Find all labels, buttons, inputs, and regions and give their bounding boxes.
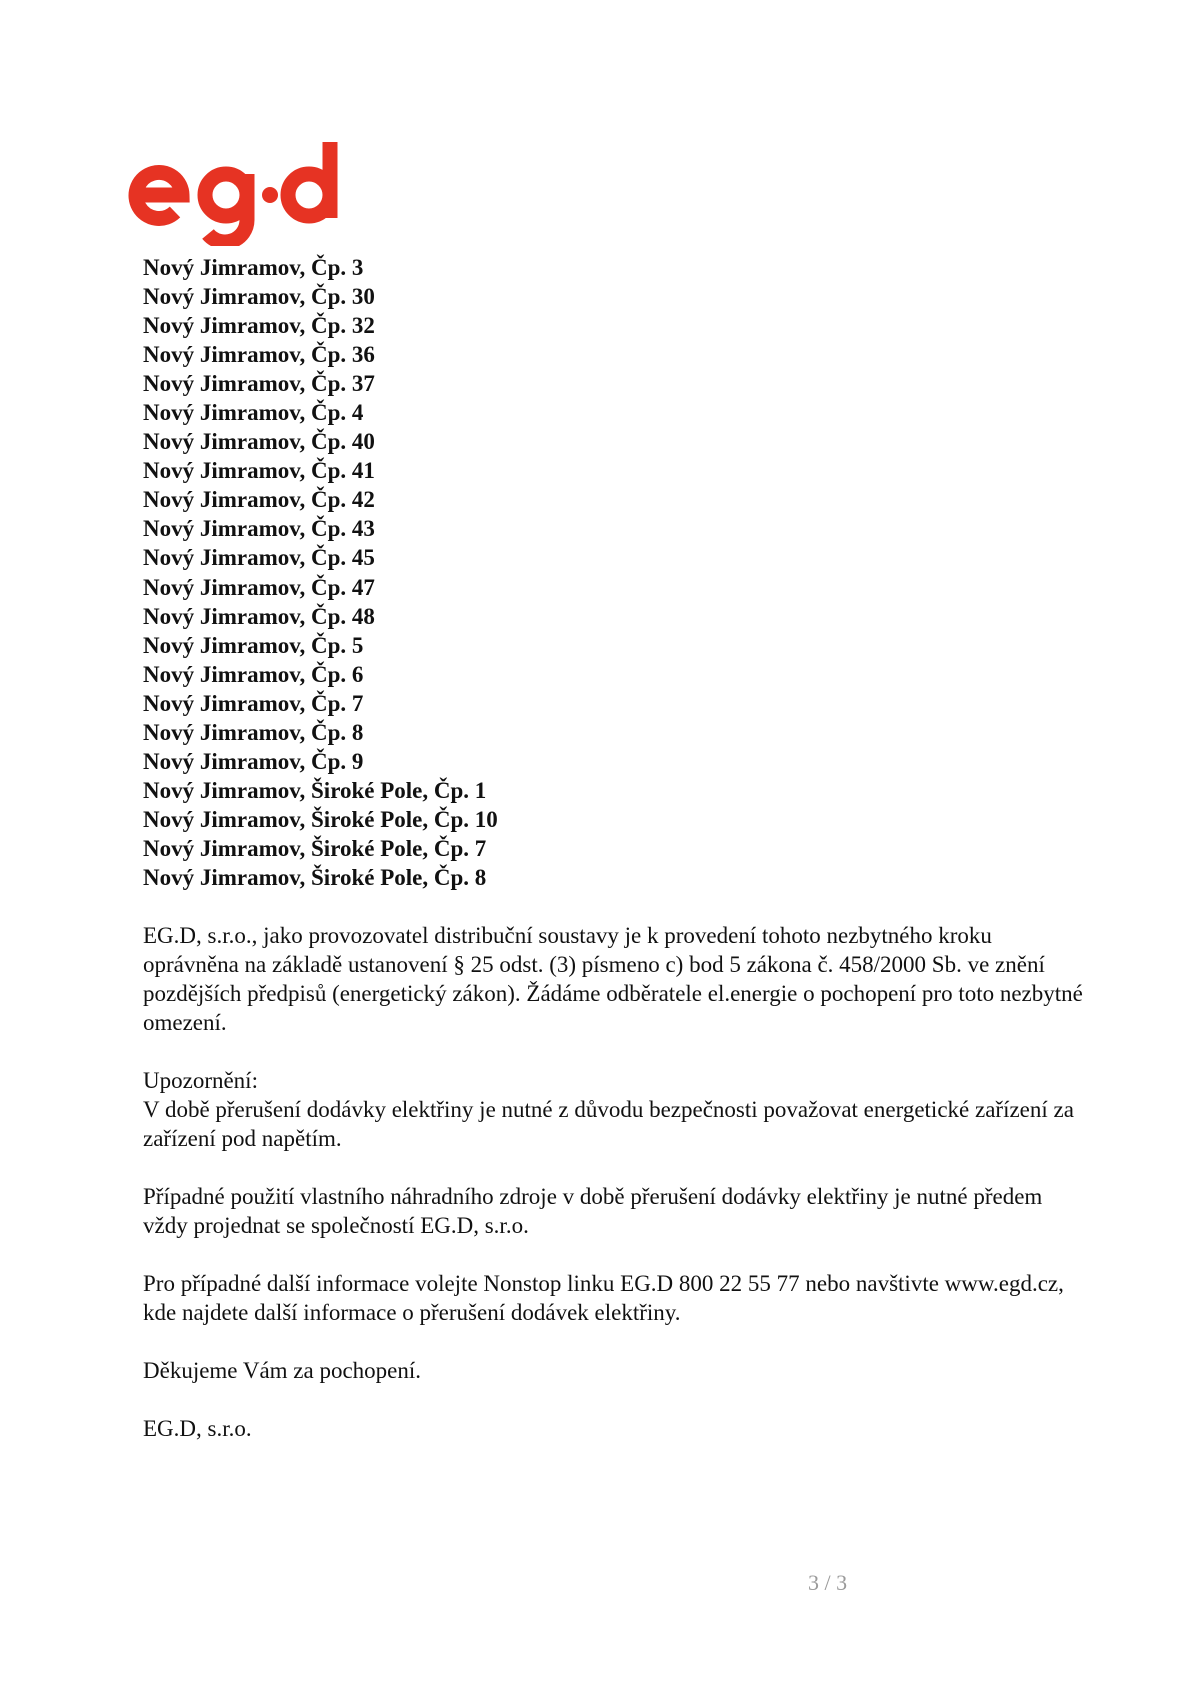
address-item: Nový Jimramov, Čp. 40 bbox=[143, 429, 375, 455]
address-item: Nový Jimramov, Široké Pole, Čp. 10 bbox=[143, 806, 498, 832]
address-item: Nový Jimramov, Čp. 48 bbox=[143, 603, 375, 629]
contact-paragraph: Pro případné další informace volejte Nonstop linku EG.D 800 22 55 77 nebo navštivte www.egd.cz, kde najdete další informace o přerušení dodávek elektřiny. bbox=[143, 1271, 1064, 1325]
address-item: Nový Jimramov, Čp. 3 bbox=[143, 255, 364, 280]
address-item: Nový Jimramov, Čp. 8 bbox=[143, 719, 364, 745]
address-item: Nový Jimramov, Široké Pole, Čp. 8 bbox=[143, 864, 487, 890]
address-item: Nový Jimramov, Čp. 30 bbox=[143, 284, 375, 310]
warning-title: Upozornění: bbox=[143, 1068, 258, 1093]
address-item: Nový Jimramov, Široké Pole, Čp. 7 bbox=[143, 835, 487, 861]
egd-logo-graphic bbox=[128, 142, 348, 246]
thanks-paragraph: Děkujeme Vám za pochopení. bbox=[143, 1358, 422, 1383]
address-item: Nový Jimramov, Čp. 4 bbox=[143, 400, 364, 426]
address-item: Nový Jimramov, Čp. 6 bbox=[143, 661, 364, 687]
address-item: Nový Jimramov, Čp. 37 bbox=[143, 371, 375, 397]
address-item: Nový Jimramov, Čp. 42 bbox=[143, 487, 375, 513]
address-item: Nový Jimramov, Čp. 5 bbox=[143, 632, 364, 658]
address-item: Nový Jimramov, Čp. 47 bbox=[143, 574, 375, 600]
address-item: Nový Jimramov, Čp. 32 bbox=[143, 313, 375, 339]
backup-source-paragraph: Případné použití vlastního náhradního zdroje v době přerušení dodávky elektřiny je nutné předem vždy projednat se společností EG.D, s.r.o. bbox=[143, 1184, 1043, 1238]
address-item: Nový Jimramov, Čp. 7 bbox=[143, 690, 364, 716]
warning-paragraph bbox=[143, 1066, 1083, 1153]
address-list bbox=[143, 253, 498, 892]
address-item: Nový Jimramov, Čp. 41 bbox=[143, 458, 375, 484]
address-item: Nový Jimramov, Čp. 45 bbox=[143, 545, 375, 571]
notice-body bbox=[143, 921, 1083, 1472]
address-item: Nový Jimramov, Čp. 36 bbox=[143, 342, 375, 368]
egd-logo bbox=[128, 142, 348, 246]
address-item: Nový Jimramov, Čp. 43 bbox=[143, 516, 375, 542]
signature: EG.D, s.r.o. bbox=[143, 1416, 252, 1441]
address-item: Nový Jimramov, Široké Pole, Čp. 1 bbox=[143, 777, 487, 803]
warning-text: V době přerušení dodávky elektřiny je nutné z důvodu bezpečnosti považovat energetické zařízení za zařízení pod napětím. bbox=[143, 1097, 1074, 1151]
page-number: 3 / 3 bbox=[808, 1570, 848, 1595]
legal-paragraph: EG.D, s.r.o., jako provozovatel distribuční soustavy je k provedení tohoto nezbytného kroku oprávněna na základě ustanovení § 25 odst. (3) písmeno c) bod 5 zákona č. 458/2000 Sb. ve znění pozdějších předpisů (energetický zákon). Žádáme odběratele el.energie o pochopení pro toto nezbytné omezení. bbox=[143, 923, 1083, 1035]
address-item: Nový Jimramov, Čp. 9 bbox=[143, 748, 364, 774]
